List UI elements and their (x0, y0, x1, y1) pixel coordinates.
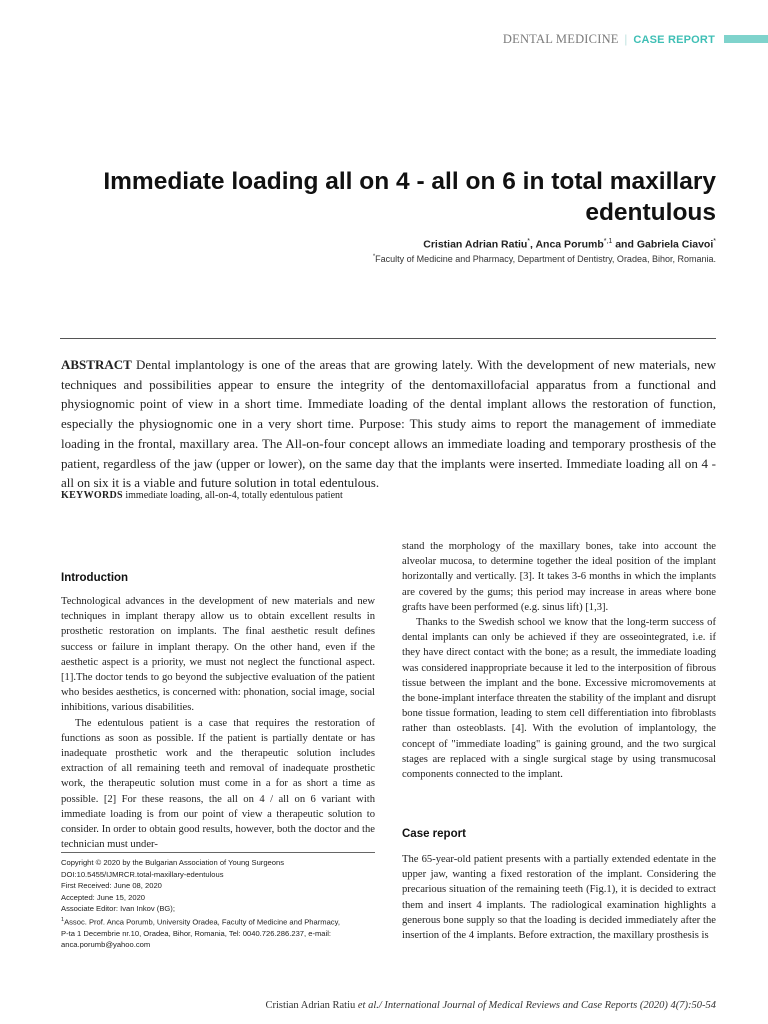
copyright-line: Copyright © 2020 by the Bulgarian Association of Young Surgeons (61, 858, 285, 867)
corresponding-author: $^1$Assoc. Prof. Anca Porumb, University Oradea, Faculty of Medicine and Pharmacy, (61, 916, 340, 927)
article-footnote (61, 857, 375, 951)
keywords (61, 490, 716, 501)
abstract-text: Dental implantology is one of the areas that are growing lately. With the development of new materials, new techniques and possibilities appear to ensure the integrity of the dentomaxillofacial apparatus from a functional and physiognomic point of view in a short time. Immediate loading of the dental implant allows the restoration of function, especially the physiognomic one in a very short time. Purpose: This study aims to report the management of immediate loading in the frontal, maxillary area. The All-on-four concept allows an immediate loading and temporary prosthesis of the patient, regardless of the jaw (upper or lower), on the same day that the implants were inserted. Immediate loading all on 4 - all on six it is a viable and future solution in total edentulous. (61, 357, 716, 491)
introduction-body (61, 594, 375, 852)
title-line-1: Immediate loading all on 4 - all on 6 in total maxillary (103, 168, 716, 195)
author-affiliation-mark: * (527, 238, 531, 245)
keywords-label: KEYWORDS (61, 490, 123, 501)
doi-line: DOI:10.5455/IJMRCR.total-maxillary-edentulous (61, 869, 224, 879)
paragraph: Technological advances in the development of new materials and new techniques in implant therapy allow us to obtain excellent results in prosthetic restoration on implants. The final aesthetic result defines success or failure in implant therapy. On the other hand, even if the aesthetic aspect is a priority, we must not neglect the functional aspect. [1].The doctor tends to go beyond the subjective evaluation of the patient who besides aesthetics, is concerned with: phonation, social image, social inhibitions, various disabilities. (61, 596, 375, 714)
author-affiliation-mark: *,1 (603, 238, 613, 245)
corresponding-address: P-ta 1 Decembrie nr.10, Oradea, Bihor, Romania, Tel: 0040.726.286.237, e-mail: (61, 928, 332, 938)
journal-section: DENTAL MEDICINE (502, 32, 619, 46)
abstract (61, 355, 716, 493)
footnote-divider (61, 852, 375, 853)
running-header (503, 31, 715, 48)
paragraph: stand the morphology of the maxillary bones, take into account the alveolar mucosa, to determine together the ideal position of the implant horizontally and vertically. [3]. It takes 3-6 months in which the implants are covered by the gums; this period may increase in areas where bone grafts have been performed (e.g. sinus lift) [1,3]. (402, 541, 716, 613)
author-list (423, 238, 716, 251)
case-report-heading: Case report (402, 828, 466, 840)
affiliation-text: Faculty of Medicine and Pharmacy, Department of Dentistry, Oradea, Bihor, Romania. (375, 254, 716, 264)
affiliation-mark: * (372, 254, 376, 260)
introduction-heading: Introduction (61, 572, 129, 584)
case-report-body (402, 852, 716, 943)
author-name: Cristian Adrian Ratiu (423, 238, 528, 251)
footer-etal: et al. (357, 1000, 379, 1011)
author-name: Gabriela Ciavoi (636, 238, 714, 251)
correspondence-mark: 1 (61, 916, 65, 923)
footer-journal: / International Journal of Medical Reviews and Case Reports (2020) 4(7):50-54 (378, 1000, 716, 1011)
associate-editor: Associate Editor: Ivan Inkov (BG); (61, 904, 175, 913)
abstract-divider (60, 338, 716, 339)
paragraph: Thanks to the Swedish school we know that the long-term success of dental implants can only be achieved if they are osseointegrated, i.e. if they have direct contact with the bone; as a result, the immediate loading was considered inappropriate because it led to the interposition of fibrous tissue between the implant and the bone. Excessive micromovements at the bone-implant interface threaten the stability of the implant and disrupt bone tissue formation, leading to stem cell differentiation into fibroblasts rather than osteoblasts. [4]. With the evolution of implantology, the concept of "immediate loading" is gaining ground, and the two surgical stages are replaced with a single surgical stage by using transmucosal components connected to the implant. (402, 617, 716, 781)
author-affiliation-mark: * (713, 238, 716, 245)
received-date: First Received: June 08, 2020 (61, 881, 162, 890)
header-separator: | (624, 32, 628, 46)
right-column-body (402, 539, 716, 782)
affiliation (373, 254, 716, 264)
abstract-label: ABSTRACT (61, 357, 132, 372)
paragraph: The 65-year-old patient presents with a partially extended edentate in the upper jaw, wanting a fixed restoration of the implant. Considering the precarious situation of the remaining teeth (Fig.1), it is decided to extract them and insert 4 implants. The radiological examination highlights a generous bone supply so that the loading is decided immediately after the insertion of the 4 implants. Before extraction, the maxillary prosthesis is (402, 854, 716, 942)
accepted-date: Accepted: June 15, 2020 (61, 892, 146, 902)
article-type-label: CASE REPORT (633, 34, 715, 46)
article-title (56, 166, 716, 228)
footer-citation (265, 1000, 716, 1011)
author-separator: , (530, 238, 536, 251)
header-accent-bar (724, 35, 768, 43)
footer-author: Cristian Adrian Ratiu (265, 1000, 356, 1011)
title-line-2: edentulous (585, 199, 716, 226)
author-name: Anca Porumb (535, 238, 604, 251)
corresponding-email[interactable]: anca.porumb@yahoo.com (61, 940, 151, 950)
author-and: and (612, 238, 637, 251)
keywords-text: immediate loading, all-on-4, totally edentulous patient (125, 490, 343, 501)
paragraph: The edentulous patient is a case that requires the restoration of functions as soon as possible. If the patient is partially dentate or has inadequate prosthetic work and the therapeutic solution includes extraction of all remaining teeth and removal of inadequate prosthetic work, the therapeutic solution must come in a for as short a time as possible. [2] For these reasons, the all on 4 / all on 6 variant with immediate loading is from our point of view a therapeutic solution to consider. In order to obtain good results, however, both the doctor and the technician must under- (61, 717, 375, 851)
